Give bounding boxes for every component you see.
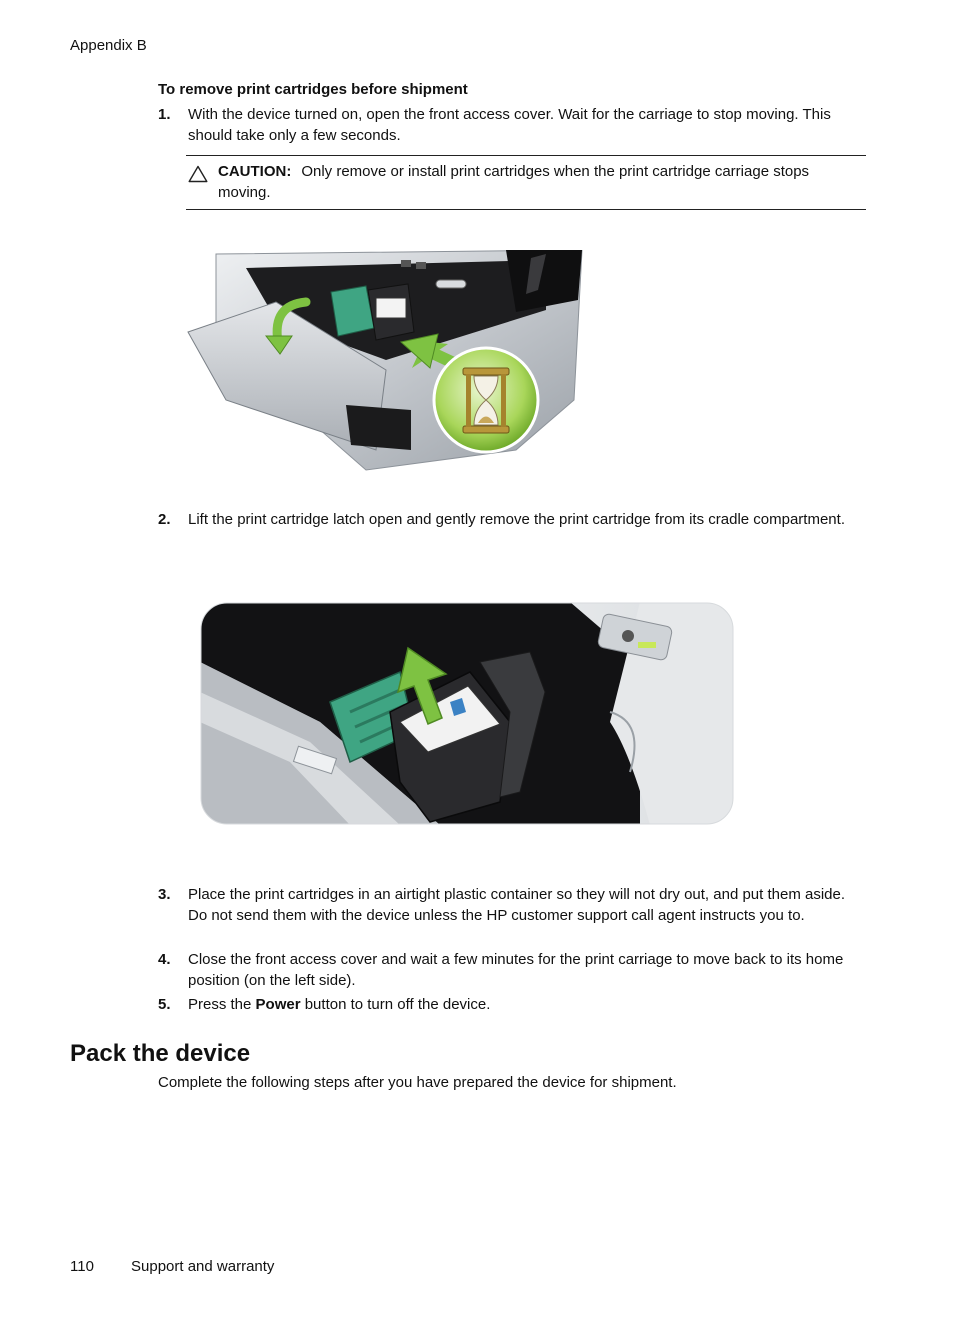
caution-message: Only remove or install print cartridges when the print cartridge carriage stops moving. xyxy=(218,163,810,201)
figure-open-cover xyxy=(186,250,586,477)
power-label: Power xyxy=(255,996,301,1013)
step-number: 4. xyxy=(158,951,171,968)
step-number: 2. xyxy=(158,511,171,528)
section-title: Pack the device xyxy=(70,1040,251,1067)
hourglass-icon xyxy=(434,348,538,452)
step-number: 5. xyxy=(158,996,171,1013)
step-text-part: Press the xyxy=(188,996,256,1013)
step-text xyxy=(188,994,858,1015)
footer-section-name: Support and warranty xyxy=(131,1258,275,1275)
caution-label: CAUTION: xyxy=(218,163,292,180)
step-text: With the device turned on, open the front access cover. Wait for the carriage to stop moving. This should take only a few seconds. xyxy=(188,106,831,144)
warning-triangle-icon xyxy=(188,165,208,188)
caution-box xyxy=(186,155,866,210)
figure-remove-cartridge xyxy=(200,602,734,830)
step-number: 1. xyxy=(158,106,171,123)
section-intro: Complete the following steps after you have prepared the device for shipment. xyxy=(158,1074,677,1091)
step-text: Place the print cartridges in an airtight plastic container so they will not dry out, and put them aside. Do not send them with the device unless the HP customer support call agent instructs you to. xyxy=(188,886,846,924)
step-text-part: button to turn off the device. xyxy=(300,996,491,1013)
caution-text xyxy=(218,161,858,203)
page-number: 110 xyxy=(70,1258,94,1275)
step-text: Close the front access cover and wait a few minutes for the print carriage to move back to its home position (on the left side). xyxy=(188,951,844,989)
procedure-title: To remove print cartridges before shipment xyxy=(158,81,468,98)
step-number: 3. xyxy=(158,886,171,903)
step-text: Lift the print cartridge latch open and gently remove the print cartridge from its cradle compartment. xyxy=(188,511,845,528)
running-head: Appendix B xyxy=(70,37,147,54)
